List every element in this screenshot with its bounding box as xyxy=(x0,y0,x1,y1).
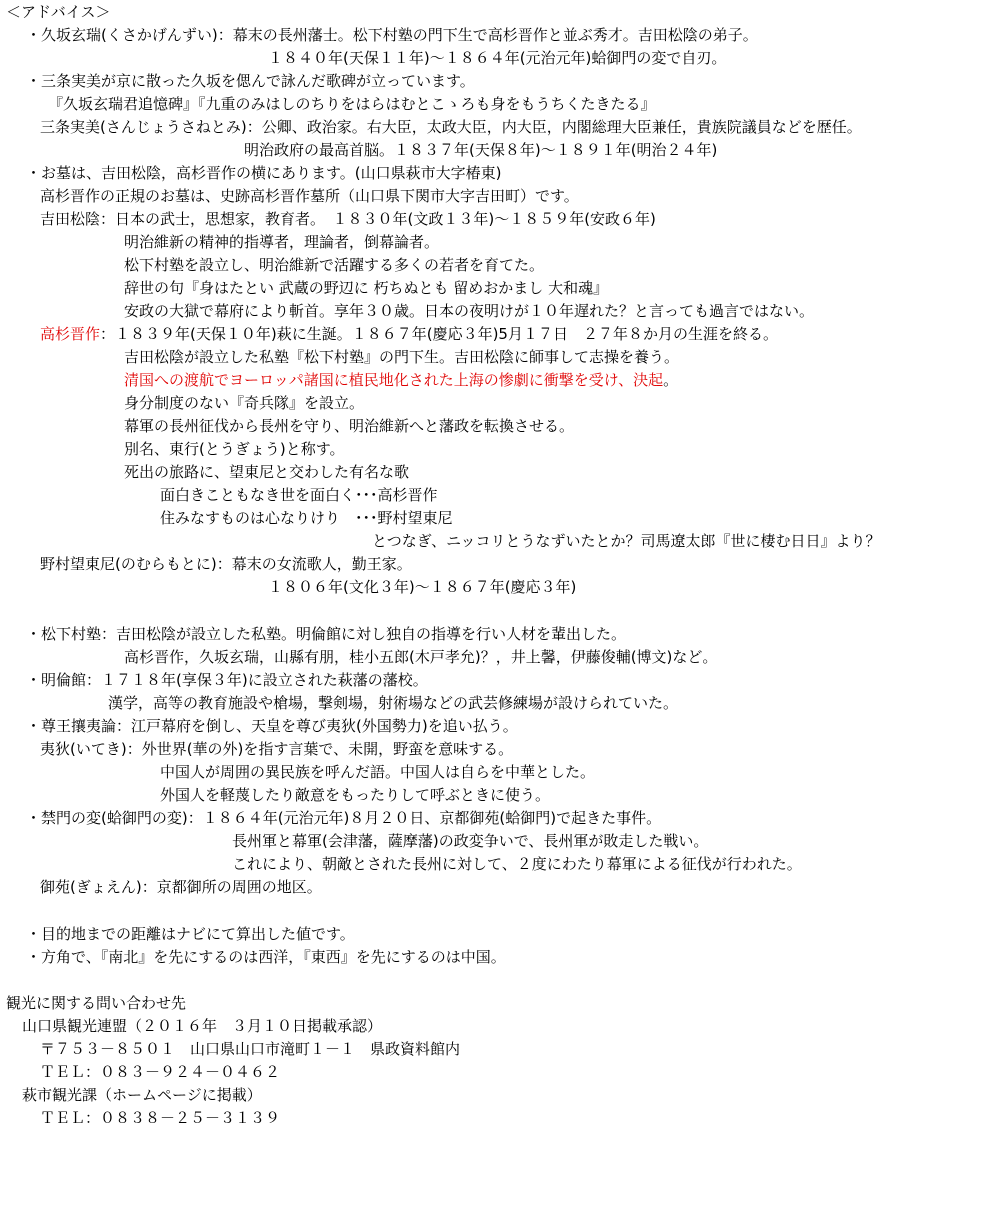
sonjuku-line-1: ・松下村塾：吉田松陰が設立した私塾。明倫館に対し独自の指導を行い人材を輩出した。 xyxy=(26,625,627,643)
takasugi-dates: ：１８３９年(天保１０年)萩に生誕。１８６７年(慶応３年)5月１７日 ２７年８か月の生涯を終る。 xyxy=(100,325,778,343)
contact-org-1: 山口県観光連盟（２０１６年 ３月１０日掲載承認） xyxy=(22,1017,383,1035)
sanjo-line-2: 『久坂玄瑞君追憶碑』『九重のみはしのちりをはらはむとこゝろも身をもうちくたきたる』 xyxy=(48,95,656,113)
kinmon-line-2: 長州軍と幕軍(会津藩，薩摩藩)の政変争いで、長州軍が敗走した戦い。 xyxy=(232,832,709,850)
yoshida-line-2: 明治維新の精神的指導者，理論者，倒幕論者。 xyxy=(124,233,440,251)
kinmon-line-1: ・禁門の変(蛤御門の変)：１８６４年(元治元年)８月２０日、京都御苑(蛤御門)で起きた事件。 xyxy=(26,809,662,827)
contact-address: 〒７５３－８５０１ 山口県山口市滝町１－１ 県政資料館内 xyxy=(40,1040,461,1058)
sonjuku-line-2: 高杉晋作，久坂玄瑞，山縣有朋，桂小五郎(木戸孝允)？，井上馨，伊藤俊輔(博文)など。 xyxy=(124,648,718,666)
yoshida-line-5: 安政の大獄で幕府により斬首。享年３０歳。日本の夜明けが１０年遅れた？と言っても過言ではない。 xyxy=(124,302,815,320)
takasugi-line-10: とつなぎ、ニッコリとうなずいたとか？司馬遼太郎『世に棲む日日』より？ xyxy=(372,532,881,550)
nomura-line-1: 野村望東尼(のむらもとに)：幕末の女流歌人，勤王家。 xyxy=(40,555,412,573)
sonno-line-3: 中国人が周囲の異民族を呼んだ語。中国人は自らを中華とした。 xyxy=(160,763,596,781)
takasugi-highlight-end: 。 xyxy=(663,371,679,389)
takasugi-line-7: 死出の旅路に、望東尼と交わした有名な歌 xyxy=(124,463,410,481)
takasugi-line-5: 幕軍の長州征伐から長州を守り、明治維新へと藩政を転換させる。 xyxy=(124,417,575,435)
contact-heading: 観光に関する問い合わせ先 xyxy=(6,994,187,1012)
meirinkan-line-2: 漢学，高等の教育施設や槍場，撃剣場，射術場などの武芸修練場が設けられていた。 xyxy=(108,694,679,712)
sanjo-line-3: 三条実美(さんじょうさねとみ)：公卿、政治家。右大臣，太政大臣，内大臣，内閣総理大臣兼任，貴族院議員などを歴任。 xyxy=(40,118,862,136)
sonno-line-2: 夷狄(いてき)：外世界(華の外)を指す言葉で、未開，野蛮を意味する。 xyxy=(40,740,514,758)
takasugi-line-4: 身分制度のない『奇兵隊』を設立。 xyxy=(124,394,365,412)
kusaka-line-1: ・久坂玄瑞(くさかげんずい)：幕末の長州藩士。松下村塾の門下生で高杉晋作と並ぶ秀才。吉田松陰の弟子。 xyxy=(26,26,758,44)
takasugi-highlight: 清国への渡航でヨーロッパ諸国に植民地化された上海の惨劇に衝撃を受け、決起 xyxy=(124,371,664,389)
yoshida-line-4: 辞世の句『身はたとい 武蔵の野辺に 朽ちぬとも 留めおかまし 大和魂』 xyxy=(124,279,609,297)
kusaka-line-2: １８４０年(天保１１年)～１８６４年(元治元年)蛤御門の変で自刃。 xyxy=(268,49,727,67)
nomura-line-2: １８０６年(文化３年)～１８６７年(慶応３年) xyxy=(268,578,577,596)
yoshida-line-1: 吉田松陰：日本の武士，思想家，教育者。 １８３０年(文政１３年)～１８５９年(安政６年) xyxy=(40,210,656,228)
sanjo-line-1: ・三条実美が京に散った久坂を偲んで詠んだ歌碑が立っています。 xyxy=(26,72,475,90)
advice-heading: ＜アドバイス＞ xyxy=(6,3,111,21)
contact-org-2: 萩市観光課（ホームページに掲載） xyxy=(22,1086,262,1104)
contact-tel-2: ＴＥＬ：０８３８－２５－３１３９ xyxy=(40,1109,281,1127)
grave-line-2: 高杉晋作の正規のお墓は、史跡高杉晋作墓所（山口県下関市大字吉田町）です。 xyxy=(40,187,579,205)
notes-line-1: ・目的地までの距離はナビにて算出した値です。 xyxy=(26,925,355,943)
takasugi-line-2: 吉田松陰が設立した私塾『松下村塾』の門下生。吉田松陰に師事して志操を養う。 xyxy=(124,348,680,366)
kinmon-line-3: これにより、朝敵とされた長州に対して、２度にわたり幕軍による征伐が行われた。 xyxy=(232,855,802,873)
takasugi-line-9: 住みなすものは心なりけり ･･･野村望東尼 xyxy=(160,509,453,527)
yoshida-line-3: 松下村塾を設立し、明治維新で活躍する多くの若者を育てた。 xyxy=(124,256,545,274)
grave-line-1: ・お墓は、吉田松陰，高杉晋作の横にあります。(山口県萩市大字椿東) xyxy=(26,164,502,182)
takasugi-name: 高杉晋作 xyxy=(40,325,101,343)
sanjo-line-4: 明治政府の最高首脳。１８３７年(天保８年)～１８９１年(明治２４年) xyxy=(244,141,718,159)
meirinkan-line-1: ・明倫館：１７１８年(享保３年)に設立された萩藩の藩校。 xyxy=(26,671,428,689)
contact-tel-1: ＴＥＬ：０８３－９２４－０４６２ xyxy=(40,1063,281,1081)
takasugi-line-6: 別名、東行(とうぎょう)と称す。 xyxy=(124,440,345,458)
takasugi-line-3 xyxy=(124,370,678,390)
sonno-line-1: ・尊王攘夷論：江戸幕府を倒し、天皇を尊び夷狄(外国勢力)を追い払う。 xyxy=(26,717,518,735)
notes-line-2: ・方角で、『南北』を先にするのは西洋，『東西』を先にするのは中国。 xyxy=(26,948,506,966)
kinmon-line-4: 御苑(ぎょえん)：京都御所の周囲の地区。 xyxy=(40,878,322,896)
sonno-line-4: 外国人を軽蔑したり敵意をもったりして呼ぶときに使う。 xyxy=(160,786,551,804)
takasugi-line-8: 面白きこともなき世を面白く･･･高杉晋作 xyxy=(160,486,438,504)
takasugi-line-1 xyxy=(40,324,778,344)
